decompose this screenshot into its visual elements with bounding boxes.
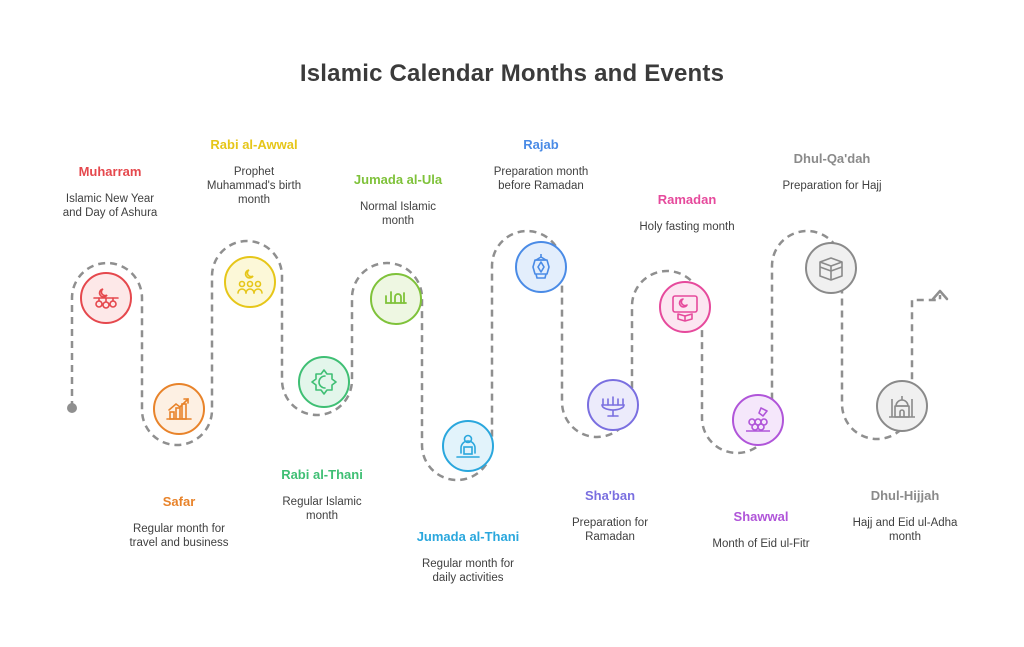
month-description: Hajj and Eid ul-Adha month <box>852 517 958 543</box>
lantern-icon <box>526 252 556 282</box>
quran-crescent-icon <box>670 292 700 322</box>
month-node-rabi-al-thani <box>298 356 350 408</box>
month-node-shaban <box>587 379 639 431</box>
month-label-dhul-qadah <box>757 151 907 193</box>
month-node-rabi-al-awwal <box>224 256 276 308</box>
people-crescent-icon <box>235 267 265 297</box>
month-name: Safar <box>162 494 196 509</box>
halal-icon <box>381 284 411 314</box>
month-label-dhul-hijjah <box>830 488 980 544</box>
crescent-star-icon <box>309 367 339 397</box>
menorah-candles-icon <box>598 390 628 420</box>
month-description: Holy fasting month <box>639 221 735 233</box>
month-name: Sha'ban <box>584 488 636 503</box>
kaaba-icon <box>816 253 846 283</box>
month-node-muharram <box>80 272 132 324</box>
month-description: Islamic New Year and Day of Ashura <box>62 193 158 219</box>
month-label-safar <box>104 494 254 550</box>
month-name: Dhul-Qa'dah <box>793 151 871 166</box>
month-node-dhul-qadah <box>805 242 857 294</box>
month-node-ramadan <box>659 281 711 333</box>
month-label-muharram <box>35 164 185 220</box>
month-description: Normal Islamic month <box>359 201 437 227</box>
month-name: Dhul-Hijjah <box>870 488 940 503</box>
month-label-rajab <box>466 137 616 193</box>
month-label-shaban <box>535 488 685 544</box>
month-name: Jumada al-Ula <box>353 172 443 187</box>
person-reading-icon <box>453 431 483 461</box>
timeline-start-dot <box>67 403 77 413</box>
month-name: Ramadan <box>657 192 717 207</box>
month-node-safar <box>153 383 205 435</box>
month-description: Preparation for Ramadan <box>571 517 649 543</box>
month-label-shawwal <box>686 509 836 551</box>
page-title: Islamic Calendar Months and Events <box>299 60 725 87</box>
lanterns-crescent-icon <box>91 283 121 313</box>
month-label-rabi-al-thani <box>247 467 397 523</box>
month-description: Regular Islamic month <box>282 496 362 522</box>
month-name: Rabi al-Awwal <box>210 137 298 152</box>
month-node-jumada-al-ula <box>370 273 422 325</box>
sweets-icon <box>743 405 773 435</box>
month-label-ramadan <box>612 192 762 234</box>
month-description: Month of Eid ul-Fitr <box>712 538 810 550</box>
month-name: Shawwal <box>733 509 789 524</box>
month-node-rajab <box>515 241 567 293</box>
growth-chart-icon <box>164 394 194 424</box>
month-name: Muharram <box>78 164 142 179</box>
month-node-jumada-al-thani <box>442 420 494 472</box>
month-label-jumada-al-thani <box>393 529 543 585</box>
month-label-jumada-al-ula <box>323 172 473 228</box>
month-description: Regular month for travel and business <box>129 523 229 549</box>
mosque-icon <box>887 391 917 421</box>
month-description: Prophet Muhammad's birth month <box>206 166 302 206</box>
month-description: Regular month for daily activities <box>421 558 515 584</box>
month-node-dhul-hijjah <box>876 380 928 432</box>
month-label-rabi-al-awwal <box>179 137 329 207</box>
month-name: Rabi al-Thani <box>281 467 363 482</box>
month-description: Preparation for Hajj <box>782 180 882 192</box>
month-description: Preparation month before Ramadan <box>493 166 589 192</box>
month-name: Rajab <box>523 137 559 152</box>
month-node-shawwal <box>732 394 784 446</box>
month-name: Jumada al-Thani <box>416 529 520 544</box>
